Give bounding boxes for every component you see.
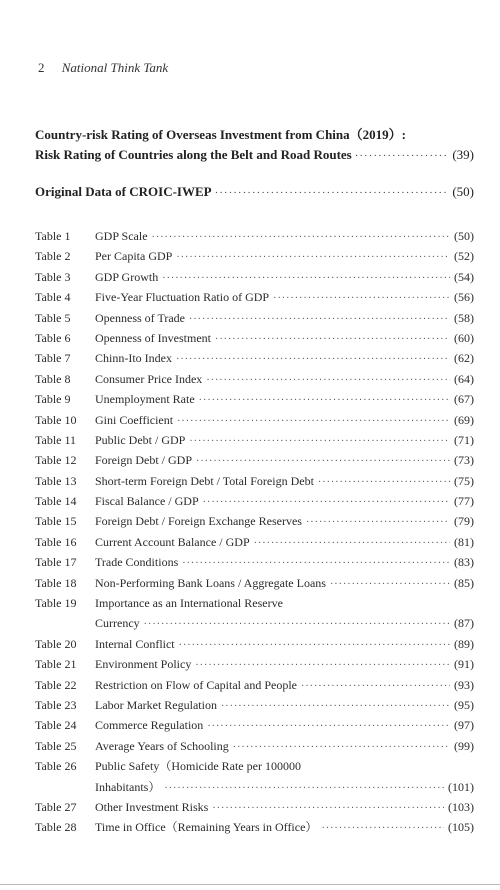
toc-entry[interactable]	[35, 715, 474, 735]
entry-page: (99)	[454, 738, 474, 753]
entry-page: (87)	[454, 616, 474, 631]
entry-title: Non-Performing Bank Loans / Aggregate Loans	[95, 575, 326, 590]
table-label: Table 26	[35, 759, 77, 774]
entry-title: Five-Year Fluctuation Ratio of GDP	[95, 290, 270, 305]
dot-leader	[176, 248, 450, 268]
running-header	[38, 60, 168, 76]
dot-leader	[215, 187, 450, 199]
entry-page: (60)	[454, 330, 474, 345]
table-label: Table 13	[35, 473, 77, 488]
table-label: Table 6	[35, 330, 71, 345]
dot-leader	[306, 513, 450, 533]
entry-page: (52)	[454, 249, 474, 264]
section-title: Original Data of CROIC-IWEP	[35, 184, 212, 199]
dot-leader	[189, 310, 450, 330]
dot-leader	[233, 738, 450, 758]
dot-leader	[212, 799, 444, 819]
toc-entry[interactable]	[35, 246, 474, 266]
entry-page: (97)	[454, 718, 474, 733]
toc-entry[interactable]	[35, 817, 474, 837]
entry-title: Time in Office（Remaining Years in Office）	[95, 820, 318, 835]
table-of-contents-list	[35, 226, 474, 838]
entry-title: GDP Scale	[95, 229, 148, 243]
table-label: Table 19	[35, 596, 77, 611]
table-label: Table 4	[35, 290, 71, 305]
section-title-line1: Country-risk Rating of Overseas Investment from China（2019）:	[35, 127, 406, 142]
dot-leader	[152, 228, 450, 248]
toc-entry[interactable]	[35, 491, 474, 511]
entry-title: Commerce Regulation	[95, 718, 204, 733]
book-title: National Think Tank	[61, 60, 169, 75]
entry-title: Trade Conditions	[95, 555, 179, 570]
dot-leader	[199, 391, 450, 411]
toc-entry[interactable]	[35, 348, 474, 368]
entry-page: (67)	[454, 392, 474, 407]
dot-leader	[330, 575, 450, 595]
table-label: Table 11	[35, 432, 77, 447]
toc-entry[interactable]	[35, 532, 474, 552]
table-label: Table 16	[35, 534, 77, 549]
table-label: Table 7	[35, 351, 71, 366]
entry-page: (83)	[454, 555, 474, 570]
entry-title: Gini Coefficient	[95, 412, 174, 427]
dot-leader	[318, 473, 450, 493]
toc-entry[interactable]	[35, 389, 474, 409]
entry-page: (91)	[454, 657, 474, 672]
entry-title: Short-term Foreign Debt / Total Foreign Debt	[95, 473, 314, 488]
dot-leader	[206, 371, 450, 391]
toc-entry[interactable]	[35, 410, 474, 430]
entry-title: Inhabitants）	[95, 779, 161, 794]
table-label: Table 1	[35, 229, 71, 243]
dot-leader	[195, 656, 450, 676]
toc-entry[interactable]	[35, 634, 474, 654]
dot-leader	[176, 350, 450, 370]
toc-entry[interactable]	[35, 654, 474, 674]
toc-entry[interactable]	[35, 552, 474, 572]
toc-entry[interactable]	[35, 471, 474, 491]
entry-page: (81)	[454, 534, 474, 549]
entry-title: Unemployment Rate	[95, 392, 195, 407]
dot-leader	[321, 819, 444, 839]
entry-page: (79)	[454, 514, 474, 529]
table-label: Table 27	[35, 799, 77, 814]
section-original-data[interactable]	[35, 184, 474, 200]
toc-entry[interactable]	[35, 430, 474, 450]
entry-page: (54)	[454, 269, 474, 284]
page-number: 2	[38, 60, 45, 75]
section-country-risk-rating[interactable]	[35, 124, 474, 163]
entry-title: Fiscal Balance / GDP	[95, 494, 199, 509]
table-label: Table 21	[35, 657, 77, 672]
dot-leader	[189, 432, 450, 452]
table-label: Table 18	[35, 575, 77, 590]
dot-leader	[177, 412, 450, 432]
entry-title: Public Safety（Homicide Rate per 100000	[95, 759, 301, 774]
table-label: Table 12	[35, 453, 77, 468]
table-label: Table 24	[35, 718, 77, 733]
entry-title: Openness of Trade	[95, 310, 185, 325]
dot-leader	[196, 452, 450, 472]
toc-entry[interactable]	[35, 308, 474, 328]
toc-entry[interactable]	[35, 450, 474, 470]
dot-leader	[203, 493, 450, 513]
table-label: Table 14	[35, 494, 77, 509]
entry-page: (95)	[454, 697, 474, 712]
dot-leader	[164, 779, 444, 799]
entry-page: (103)	[448, 799, 474, 814]
dot-leader	[207, 717, 450, 737]
entry-title: Labor Market Regulation	[95, 697, 217, 712]
table-label: Table 9	[35, 392, 71, 407]
entry-page: (62)	[454, 351, 474, 366]
dot-leader	[144, 615, 450, 635]
entry-title: Importance as an International Reserve	[95, 596, 283, 611]
entry-page: (64)	[454, 371, 474, 386]
entry-page: (50)	[454, 229, 474, 243]
toc-entry[interactable]	[35, 511, 474, 531]
entry-title: Restriction on Flow of Capital and People	[95, 677, 297, 692]
table-label: Table 28	[35, 820, 77, 835]
table-label: Table 8	[35, 371, 71, 386]
table-label: Table 23	[35, 697, 77, 712]
entry-page: (71)	[454, 432, 474, 447]
dot-leader	[162, 269, 450, 289]
table-label: Table 5	[35, 310, 71, 325]
section-page: (39)	[452, 147, 474, 162]
entry-title: GDP Growth	[95, 269, 159, 284]
section-title-line2: Risk Rating of Countries along the Belt and Road Routes	[35, 147, 352, 162]
section-page: (50)	[452, 184, 474, 199]
entry-title: Per Capita GDP	[95, 249, 173, 264]
entry-page: (77)	[454, 494, 474, 509]
toc-entry[interactable]	[35, 573, 474, 593]
toc-entry[interactable]	[35, 328, 474, 348]
entry-title: Public Debt / GDP	[95, 432, 186, 447]
table-label: Table 15	[35, 514, 77, 529]
toc-entry[interactable]	[35, 736, 474, 756]
toc-entry[interactable]	[35, 756, 474, 797]
entry-page: (75)	[454, 473, 474, 488]
dot-leader	[301, 677, 450, 697]
entry-title: Consumer Price Index	[95, 371, 203, 386]
toc-entry[interactable]	[35, 797, 474, 817]
entry-page: (73)	[454, 453, 474, 468]
toc-entry[interactable]	[35, 369, 474, 389]
dot-leader	[182, 554, 450, 574]
entry-title: Currency	[95, 616, 140, 631]
table-label: Table 3	[35, 269, 71, 284]
entry-title: Current Account Balance / GDP	[95, 534, 250, 549]
table-label: Table 20	[35, 636, 77, 651]
dot-leader	[355, 150, 450, 162]
toc-entry[interactable]	[35, 675, 474, 695]
entry-page: (69)	[454, 412, 474, 427]
entry-title: Foreign Debt / Foreign Exchange Reserves	[95, 514, 302, 529]
entry-title: Internal Conflict	[95, 636, 175, 651]
entry-page: (89)	[454, 636, 474, 651]
entry-page: (93)	[454, 677, 474, 692]
toc-entry[interactable]	[35, 287, 474, 307]
toc-entry[interactable]	[35, 267, 474, 287]
table-label: Table 22	[35, 677, 77, 692]
bottom-divider	[0, 884, 500, 885]
dot-leader	[254, 534, 450, 554]
dot-leader	[273, 289, 450, 309]
entry-title: Openness of Investment	[95, 330, 211, 345]
toc-entry[interactable]	[35, 226, 474, 246]
dot-leader	[179, 636, 450, 656]
entry-page: (58)	[454, 310, 474, 325]
entry-title: Foreign Debt / GDP	[95, 453, 192, 468]
dot-leader	[215, 330, 450, 350]
entry-page: (105)	[448, 820, 474, 835]
toc-entry[interactable]	[35, 593, 474, 634]
entry-title: Chinn-Ito Index	[95, 351, 172, 366]
entry-page: (101)	[448, 779, 474, 794]
entry-page: (56)	[454, 290, 474, 305]
entry-title: Other Investment Risks	[95, 799, 209, 814]
table-label: Table 25	[35, 738, 77, 753]
entry-title: Average Years of Schooling	[95, 738, 229, 753]
table-label: Table 10	[35, 412, 77, 427]
dot-leader	[221, 697, 450, 717]
entry-page: (85)	[454, 575, 474, 590]
table-label: Table 2	[35, 249, 71, 264]
entry-title: Environment Policy	[95, 657, 192, 672]
toc-entry[interactable]	[35, 695, 474, 715]
table-label: Table 17	[35, 555, 77, 570]
